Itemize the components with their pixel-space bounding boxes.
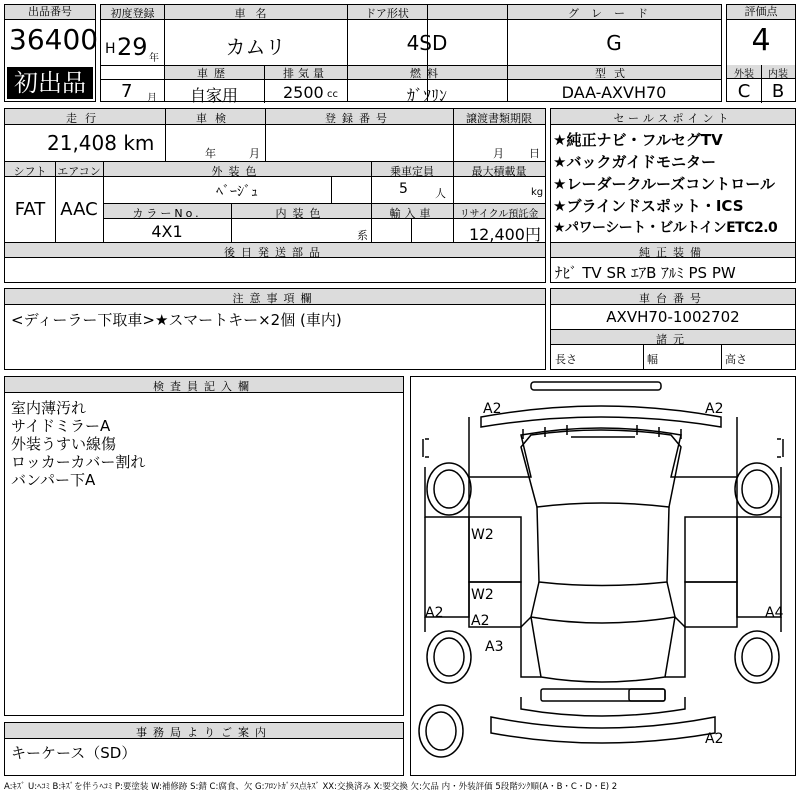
int-color-label: 内装色: [275, 207, 327, 220]
first-reg-era: H: [105, 41, 116, 57]
damage-mark: A2: [471, 613, 490, 629]
damage-mark: A4: [765, 605, 784, 621]
aircon-label: エアコン: [57, 165, 101, 178]
sales-point-item: ★バックガイドモニター: [553, 153, 716, 171]
sales-point-item: ★純正ナビ・フルセグTV: [553, 131, 723, 149]
aircon-value: AAC: [60, 199, 98, 220]
dims-width: 幅: [647, 353, 658, 366]
sales-point-item: ★レーダークルーズコントロール: [553, 175, 775, 193]
inspection-month-unit: 月: [249, 147, 260, 160]
damage-mark: A2: [705, 731, 724, 747]
inspector-block: [4, 376, 404, 716]
transfer-month-unit: 月: [493, 147, 504, 160]
inspector-line: 室内薄汚れ: [11, 399, 87, 417]
color-no-value: 4X1: [151, 222, 183, 241]
dims-length: 長さ: [555, 353, 577, 366]
history-value: 自家用: [189, 86, 238, 105]
inspector-line: ロッカーカバー割れ: [11, 453, 146, 471]
score-label: 評価点: [727, 5, 795, 20]
lot-number-block: [4, 4, 99, 102]
recycle-value: 12,400円: [469, 225, 541, 244]
capacity-label: 乗車定員: [390, 165, 434, 178]
ext-score-value: C: [737, 81, 751, 102]
max-load-label: 最大積載量: [471, 165, 527, 178]
first-reg-year-unit: 年: [149, 53, 159, 64]
damage-mark: A3: [485, 639, 504, 655]
shift-label: シフト: [13, 165, 47, 178]
sales-points-block: [550, 108, 796, 283]
chassis-label: 車台番号: [639, 292, 707, 305]
transfer-label: 譲渡書類期限: [466, 112, 532, 125]
transfer-day-unit: 日: [529, 147, 540, 160]
fuel-value: ｶﾞｿﾘﾝ: [406, 86, 447, 105]
displacement-value: 2500: [283, 83, 324, 102]
model-code-label: 型式: [595, 67, 633, 80]
office-value: キーケース（SD）: [11, 744, 137, 762]
later-parts-label: 後日発送部品: [224, 246, 326, 259]
caution-block: [4, 288, 546, 370]
max-load-unit: kg: [531, 187, 544, 198]
inspection-year-unit: 年: [205, 147, 216, 160]
sales-points-label: セールスポイント: [613, 112, 733, 125]
grade-label: グレード: [568, 7, 660, 20]
sales-point-item: ★パワーシート・ビルトインETC2.0: [553, 220, 778, 236]
score-value: 4: [751, 23, 771, 58]
capacity-unit: 人: [435, 187, 446, 200]
dims-label: 諸元: [656, 333, 690, 346]
inspector-line: バンパー下A: [11, 471, 96, 489]
displacement-label: 排気量: [283, 67, 328, 80]
lot-label: 出品番号: [5, 5, 95, 20]
inspection-label: 車検: [196, 112, 234, 125]
mileage-value: 21,408 km: [47, 131, 155, 155]
inspector-line: サイドミラーA: [11, 417, 111, 435]
displacement-unit: cc: [327, 89, 338, 100]
damage-mark: W2: [471, 527, 494, 543]
damage-mark: A2: [483, 401, 502, 417]
chassis-value: AXVH70-1002702: [606, 308, 740, 326]
office-label: 事務局よりご案内: [136, 726, 272, 739]
door-label: ドア形状: [365, 7, 409, 20]
recycle-label: リサイクル預託金: [459, 209, 539, 220]
int-score-value: B: [771, 81, 785, 102]
damage-diagram: [410, 376, 796, 776]
inspector-label: 検査員記入欄: [153, 380, 255, 393]
detail-grid: [4, 108, 546, 283]
damage-mark: W2: [471, 587, 494, 603]
score-block: [726, 4, 796, 102]
sales-point-item: ★ブラインドスポット・ICS: [553, 197, 744, 215]
inspector-line: 外装うすい線傷: [11, 435, 117, 453]
lot-number: 36400: [9, 23, 99, 56]
ext-color-label: 外装色: [211, 165, 263, 178]
first-listing-badge: 初出品: [7, 67, 93, 99]
info-grid: [100, 4, 722, 105]
first-reg-label: 初度登録: [110, 7, 155, 20]
import-label: 輸入車: [389, 207, 435, 220]
genuine-equipment-value: ﾅﾋﾞ TV SR ｴｱB ｱﾙﾐ PS PW: [555, 264, 736, 282]
fuel-label: 燃料: [410, 67, 444, 80]
mileage-label: 走行: [66, 112, 104, 125]
int-score-label: 内装: [768, 69, 788, 80]
car-outline-diagram: [411, 377, 795, 775]
car-name-label: 車名: [234, 7, 277, 20]
first-reg-month-unit: 月: [147, 93, 157, 104]
damage-mark: A2: [705, 401, 724, 417]
shift-value: FAT: [14, 199, 46, 220]
int-color-unit: 系: [357, 229, 368, 242]
caution-label: 注意事項欄: [232, 292, 318, 305]
door-value: 4SD: [406, 31, 448, 55]
legend: A:ｷｽﾞ U:ﾍｺﾐ B:ｷｽﾞを伴うﾍｺﾐ P:要塗装 W:補修跡 S:錆 C:腐食、欠 G:ﾌﾛﾝﾄｶﾞﾗｽ点ｷｽﾞ XX:交換済み X:要交換 欠:欠品 内・外装評価 5段階ﾗﾝｸ順(A・B・C・D・E) 2: [4, 782, 618, 792]
history-label: 車歴: [197, 67, 231, 80]
genuine-equipment-label: 純正装備: [639, 246, 707, 259]
office-block: [4, 722, 404, 776]
model-code-value: DAA-AXVH70: [561, 83, 667, 102]
dims-height: 高さ: [725, 353, 747, 366]
chassis-block: [550, 288, 796, 370]
first-reg-year: 29: [117, 33, 148, 61]
damage-mark: A2: [425, 605, 444, 621]
reg-no-label: 登録番号: [325, 112, 393, 125]
car-name-value: カムリ: [225, 35, 286, 59]
first-reg-month: 7: [121, 81, 133, 102]
grade-value: G: [606, 31, 622, 55]
ext-color-value: ﾍﾞｰｼﾞｭ: [216, 184, 258, 200]
capacity-value: 5: [399, 181, 408, 197]
caution-value: <ディーラー下取車>★スマートキー×2個 (車内): [11, 311, 342, 329]
ext-score-label: 外装: [734, 69, 754, 80]
color-no-label: カラーNo.: [132, 207, 202, 220]
